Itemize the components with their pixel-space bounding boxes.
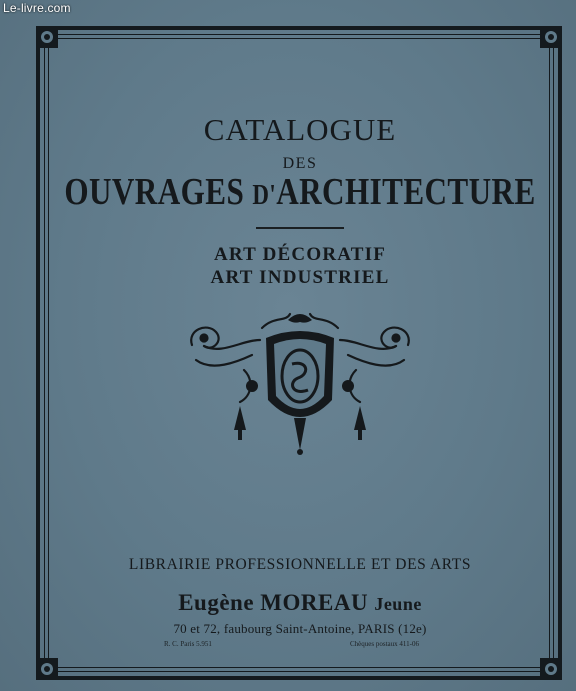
title-des: DES [282,155,318,172]
publisher-address: 70 et 72, faubourg Saint-Antoine, PARIS (12e) [173,621,427,636]
title-main [54,170,546,214]
title-connector: D' [252,180,277,211]
publisher-cheques: Chèques postaux 411-06 [350,640,419,648]
title-divider [256,227,344,229]
title-architecture: ARCHITECTURE [276,171,536,213]
publisher-tagline: LIBRAIRIE PROFESSIONNELLE ET DES ARTS [128,556,472,573]
title-ouvrages: OUVRAGES [64,171,245,213]
corner-ornament-icon [36,26,58,48]
publisher-suffix: Jeune [374,594,422,614]
watermark: Le-livre.com [3,1,71,15]
publisher-name: Eugène MOREAU [178,590,369,615]
publisher-rc: R. C. Paris 5.951 [164,640,212,648]
corner-ornament-icon [540,658,562,680]
corner-ornament-icon [540,26,562,48]
subtitle-art-decoratif: ART DÉCORATIF [213,244,387,265]
corner-ornament-icon [36,658,58,680]
subtitle-art-industriel: ART INDUSTRIEL [210,267,390,288]
title-catalogue: CATALOGUE [203,112,397,147]
publisher-name-line [0,590,576,616]
ornament-cartouche-icon [182,310,418,460]
